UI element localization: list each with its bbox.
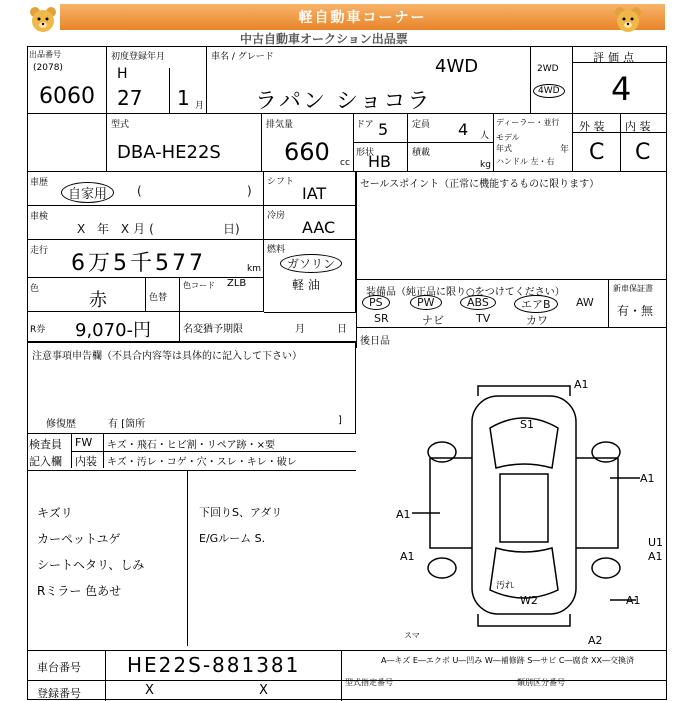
- first-registration: 初度登録年月 H 27 1 月: [107, 46, 207, 114]
- bear-logo-left: [26, 4, 60, 42]
- right-block-divider: [356, 172, 357, 348]
- notes-box: 注意事項申告欄（不具合内容等は具体的に記入して下さい） 修復歴 有 [箇所 ]: [27, 342, 356, 434]
- after-item: 後日品: [360, 336, 390, 347]
- usage-value: 自家用: [61, 182, 114, 203]
- header-subtitle: 中古自動車オークション出品票: [240, 32, 408, 46]
- dealer-box: ディーラー・並行 モデル年式 年 ハンドル 左・右: [494, 114, 573, 172]
- rating-box: 評価点 4: [573, 46, 667, 114]
- model-box: 型式 DBA-HE22S: [107, 114, 262, 172]
- model-code: DBA-HE22S: [117, 142, 221, 163]
- mileage-value: 6万5千577: [71, 251, 206, 276]
- cc-box: 排気量 660 cc: [262, 114, 354, 172]
- cc-value: 660: [284, 138, 330, 166]
- lot-number: 6060: [39, 84, 95, 109]
- car-name-box: 車名 / グレード 4WD ラパン ショコラ: [207, 46, 531, 114]
- bear-logo-right: [611, 4, 645, 42]
- lot-filler: [27, 114, 107, 172]
- ac-box: 冷房 AAC: [264, 206, 356, 240]
- equipment-box: 装備品（純正品に限り○をつけてください） PS PW ABS エアB AW SR ナビ TV カワ: [356, 280, 609, 328]
- sales-point: セールスポイント（正常に機能するものに限ります）: [356, 172, 667, 280]
- recycle-value: 9,070-円: [75, 320, 152, 341]
- capacity-box: 定員 4 人 積載 kg: [408, 114, 494, 172]
- shift-box: シフト IAT: [264, 172, 356, 206]
- fuel-value: ガソリン: [280, 254, 342, 273]
- chassis-row: 車台番号 HE22S-881381 A―キズ E―エクボ U―凹み W―補修跡 S―サビ C―腐食 XX―交換済: [27, 650, 667, 680]
- rating-score: 4: [611, 70, 632, 108]
- door-box: ドア 5 形状 HB: [354, 114, 408, 172]
- fuel-box: 燃料 ガソリン 軽 油: [264, 240, 356, 312]
- usage-row: 車歴 自家用 ( ): [27, 172, 264, 206]
- drive-box: 2WD 4WD: [531, 46, 573, 114]
- checker-block: 検査員 記入欄 FW キズ・飛石・ヒビ割・リペア跡・×要 内装 キズ・汚レ・コゲ・穴・スレ・キレ・破レ: [27, 434, 356, 468]
- color-row: 色 赤 色替 色コード ZLB: [27, 278, 264, 312]
- remarks-area: キズリ カーペットユゲ シートヘタリ、しみ Rミラー 色あせ 下回りS、アダリ E/Gルーム S.: [27, 470, 356, 646]
- interior-grade: C: [635, 140, 651, 165]
- rating-ext-int: 外 装 内 装 C C: [573, 114, 667, 172]
- header-banner: [60, 4, 665, 30]
- car-damage-diagram: A1 S1 A1 A1 A1 U1 A1 A1 W2 汚れ A2 スマ: [396, 378, 664, 647]
- exterior-grade: C: [589, 140, 605, 165]
- header-title: 軽自動車コーナー: [298, 10, 427, 26]
- lot-box: 出品番号 (2078) 6060: [27, 46, 107, 114]
- chassis-number: HE22S-881381: [127, 653, 301, 677]
- inspection-row: 車検 X 年 X月( 日): [27, 206, 264, 240]
- warranty-box: 新車保証書 有・無: [609, 280, 667, 328]
- bottom-row: 登録番号 X X 型式指定番号 類別区分番号: [27, 680, 667, 700]
- mileage-row: 走行 6万5千577 km: [27, 240, 264, 278]
- drive-4wd-circled: 4WD: [533, 84, 565, 98]
- drive-note: 4WD: [435, 56, 479, 77]
- recycle-row: R券 9,070-円 名変猶予期限 月 日: [27, 312, 356, 342]
- car-name: ラパン ショコラ: [255, 89, 432, 114]
